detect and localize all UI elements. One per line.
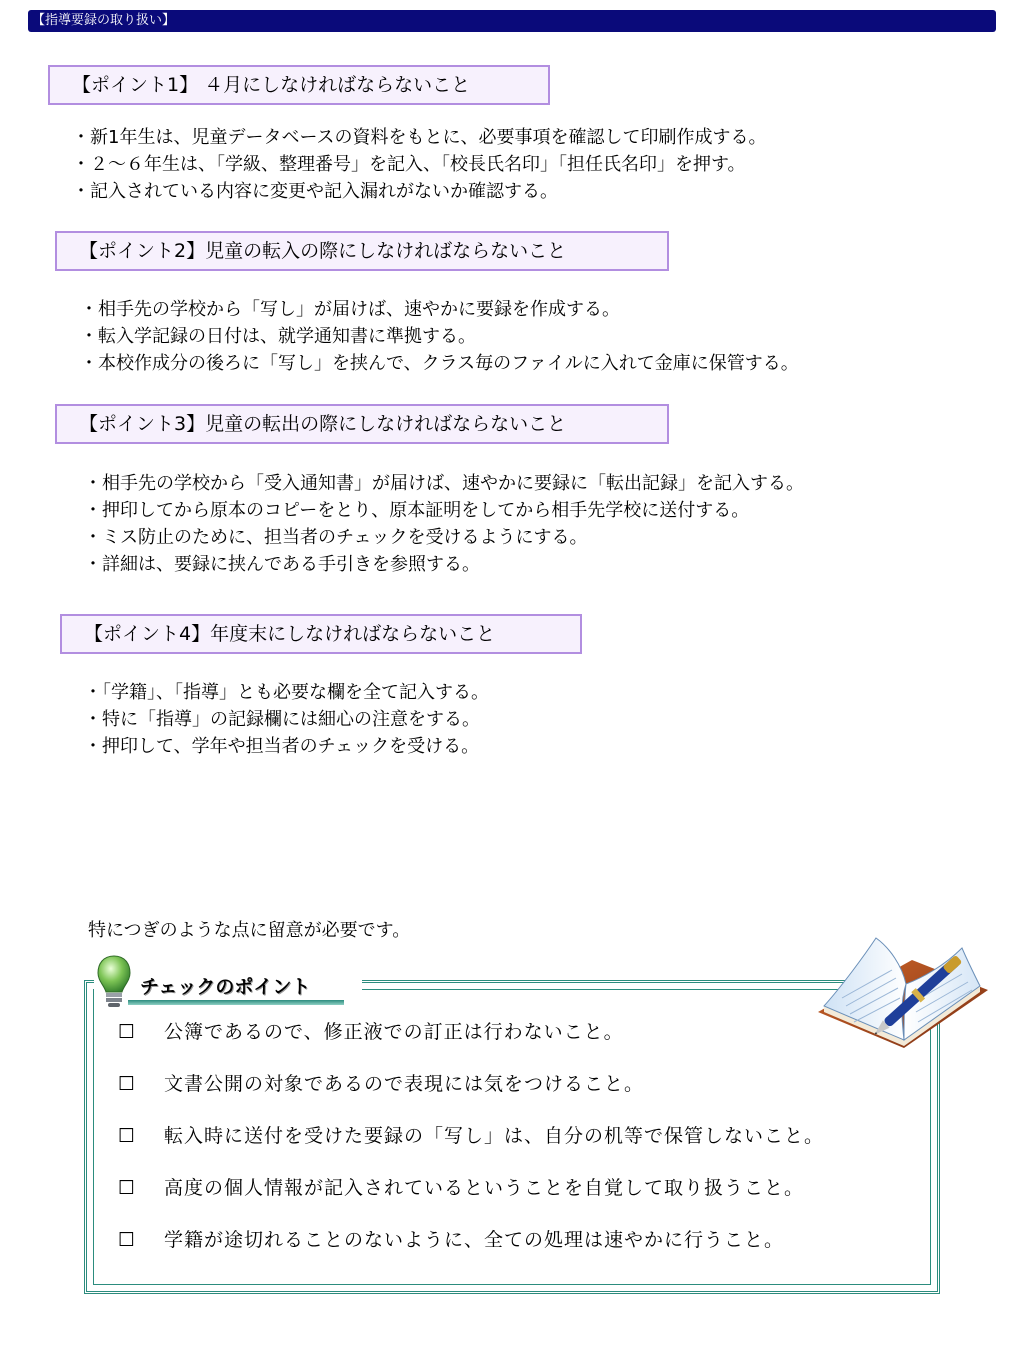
check-item-text: 文書公開の対象であるので表現には気をつけること。 xyxy=(164,1073,645,1095)
list-item: ・押印してから原本のコピーをとり、原本証明をしてから相手先学校に送付する。 xyxy=(84,500,750,521)
page-header: 【指導要録の取り扱い】 xyxy=(28,10,996,32)
list-item: ・本校作成分の後ろに「写し」を挟んで、クラス毎のファイルに入れて金庫に保管する。 xyxy=(80,353,799,374)
point-1-heading: 【ポイント1】 ４月にしなければならないこと xyxy=(48,65,550,105)
list-item: ・詳細は、要録に挟んである手引きを参照する。 xyxy=(84,554,480,575)
check-item xyxy=(118,1068,824,1120)
point-4-heading: 【ポイント4】年度末にしなければならないこと xyxy=(60,614,582,654)
check-item-text: 学籍が途切れることのないように、全ての処理は速やかに行うこと。 xyxy=(164,1229,785,1251)
list-item: ・２～６年生は、「学級、整理番号」を記入、「校長氏名印」「担任氏名印」を押す。 xyxy=(72,154,746,175)
list-item: ・記入されている内容に変更や記入漏れがないか確認する。 xyxy=(72,181,558,202)
list-item: ・新1年生は、児童データベースの資料をもとに、必要事項を確認して印刷作成する。 xyxy=(72,127,767,148)
check-item-text: 転入時に送付を受けた要録の「写し」は、自分の机等で保管しないこと。 xyxy=(164,1125,825,1147)
check-points-title: チェックのポイント xyxy=(140,976,311,998)
list-item: ・相手先の学校から「写し」が届けば、速やかに要録を作成する。 xyxy=(80,299,620,320)
check-list xyxy=(118,1016,824,1276)
checkbox-icon: ☐ xyxy=(118,1073,137,1095)
checkbox-icon: ☐ xyxy=(118,1125,137,1147)
point-4-list xyxy=(84,679,489,760)
list-item: ・「学籍」、「指導」とも必要な欄を全て記入する。 xyxy=(84,682,489,703)
checkbox-icon: ☐ xyxy=(118,1021,137,1043)
check-item xyxy=(118,1120,824,1172)
check-item xyxy=(118,1016,824,1068)
check-title-underline xyxy=(128,1000,344,1005)
point-3-heading: 【ポイント3】児童の転出の際にしなければならないこと xyxy=(55,404,669,444)
checkbox-icon: ☐ xyxy=(118,1177,137,1199)
point-3-list xyxy=(84,470,804,578)
list-item: ・特に「指導」の記録欄には細心の注意をする。 xyxy=(84,709,480,730)
list-item: ・ミス防止のために、担当者のチェックを受けるようにする。 xyxy=(84,527,588,548)
point-2-list xyxy=(80,296,799,377)
list-item: ・転入学記録の日付は、就学通知書に準拠する。 xyxy=(80,326,476,347)
checkbox-icon: ☐ xyxy=(118,1229,137,1251)
check-item xyxy=(118,1172,824,1224)
note-text: 特につぎのような点に留意が必要です。 xyxy=(88,920,411,941)
list-item: ・押印して、学年や担当者のチェックを受ける。 xyxy=(84,736,480,757)
list-item: ・相手先の学校から「受入通知書」が届けば、速やかに要録に「転出記録」を記入する。 xyxy=(84,473,804,494)
point-2-heading: 【ポイント2】児童の転入の際にしなければならないこと xyxy=(55,231,669,271)
check-item-text: 公簿であるので、修正液での訂正は行わないこと。 xyxy=(164,1021,624,1043)
open-book-pen-icon xyxy=(812,926,992,1054)
lightbulb-icon xyxy=(96,954,132,1012)
point-1-list xyxy=(72,124,767,205)
check-item-text: 高度の個人情報が記入されているということを自覚して取り扱うこと。 xyxy=(164,1177,805,1199)
check-item xyxy=(118,1224,824,1276)
